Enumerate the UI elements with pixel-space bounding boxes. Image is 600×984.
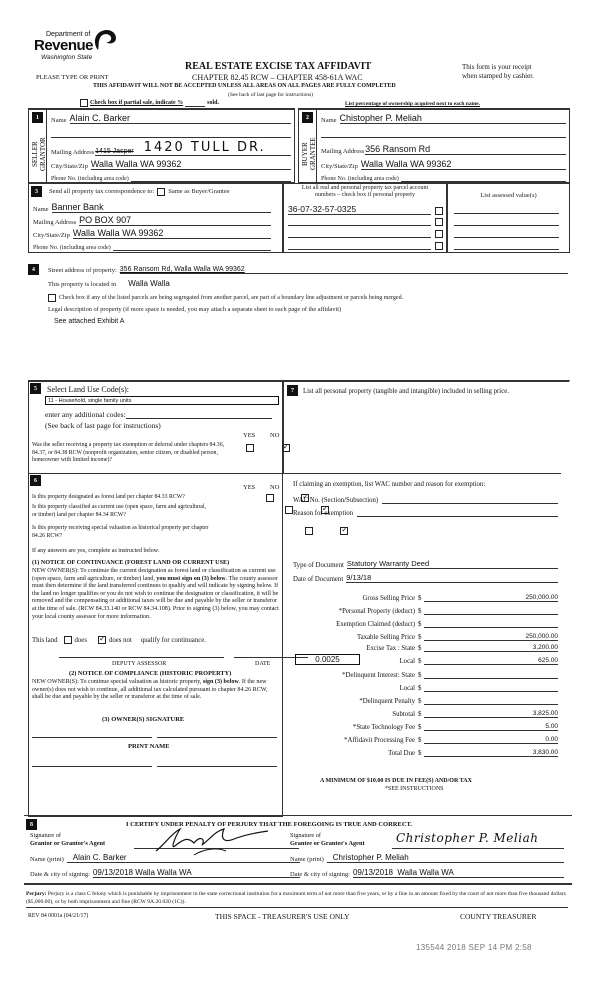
exemption-question: Was the seller receiving a property tax exemption or deferral under chapters 84.36, 84.37, or 84.38 RCW (nonprofit organization, senior citizen, or disabled person, homeowner with limited income)?	[32, 442, 225, 463]
notice-2-text: NEW OWNER(S): To continue special valuation as historic property, sign (3) below. If the new owner(s) does not wish to continue, all additional tax calculated pursuant to chapter 84.26 RCW, shall be due and payable by the seller or transferor at the time of sale.	[32, 679, 268, 701]
doc-date-field[interactable]: 9/13/18	[346, 573, 558, 583]
segregated-row: Check box if any of the listed parcels are being segregated from another parcel, are part of a boundary line adjustment or parcels being merged.	[48, 292, 403, 303]
current-use-question: Is this property classified as current use (open space, farm and agricultural, or timber) land per chapter 84.34 RCW?	[32, 504, 207, 518]
sold-label: sold.	[207, 100, 220, 106]
print-name-line-1[interactable]	[32, 766, 152, 767]
buyer-city-field[interactable]: Walla Walla WA 99362	[361, 159, 566, 170]
historical-question: Is this property receiving special valuation as historical property per chapter 84.26 RCW?	[32, 525, 209, 539]
seller-mailing-handwritten: 1420 TULL DR.	[143, 140, 266, 155]
section-1-number: 1	[32, 112, 43, 123]
deputy-assessor-signature-line[interactable]	[59, 657, 224, 658]
fee-value[interactable]	[424, 670, 558, 679]
fee-row-processing-fee: *Affidavit Processing Fee $ 0.00	[283, 731, 563, 744]
seller-phone-field[interactable]	[131, 174, 291, 182]
fee-label: Gross Selling Price	[362, 595, 415, 602]
seller-city-field[interactable]: Walla Walla WA 99362	[91, 159, 291, 170]
grantee-signature-field[interactable]	[392, 831, 564, 849]
partial-sale-checkbox[interactable]	[80, 99, 88, 107]
form-title: REAL ESTATE EXCISE TAX AFFIDAVIT	[185, 61, 372, 72]
local-rate-box[interactable]: 0.0025	[295, 654, 360, 665]
fee-value[interactable]	[424, 606, 558, 615]
parcel-row	[288, 217, 443, 226]
fee-label: Total Due	[388, 750, 415, 757]
fee-row-excise-local: 0.0025 Local $ 625.00	[283, 652, 563, 665]
assessed-header: List assessed value(s)	[480, 192, 537, 199]
fee-label: *Personal Property (deduct)	[338, 608, 415, 615]
parcel-list	[283, 183, 447, 253]
section-8-certification	[24, 815, 572, 885]
fee-row-gross: Gross Selling Price $ 250,000.00	[283, 589, 563, 602]
notice-1-text: NEW OWNER(S): To continue the current designation as forest land or classification as current use (open space, farm and agriculture, or timber) land, you must sign on (3) below. The county assessor must then determine if the land transferred continues to qualify and will indicate by signing below. If the land no longer qualifies or you do not wish to continue the designation or classification, it will be removed and the compensating or additional taxes will be due and payable by the seller or transferor at the time of sale. (RCW 84.33.140 or RCW 84.34.108). Prior to signing (3) below, you may contact your local county assessor for more information.	[32, 568, 279, 620]
fee-label: *State Technology Fee	[352, 724, 415, 731]
print-name-line-2[interactable]	[157, 766, 277, 767]
continuance-row: This land does ✓ does not qualify for continuance.	[32, 636, 206, 644]
yes-header: YES	[243, 432, 256, 439]
personal-property-field[interactable]	[293, 410, 548, 465]
fee-value[interactable]	[424, 683, 558, 692]
located-field[interactable]: Walla Walla	[128, 279, 170, 288]
seller-name-row: Name Alain C. Barker	[51, 112, 291, 124]
correspondence-city-field[interactable]: Walla Walla WA 99362	[73, 228, 271, 239]
if-yes-instruction: If any answers are yes, complete as instructed below.	[32, 548, 160, 554]
parcel-number-field[interactable]	[288, 217, 431, 226]
owner-signature-line-1[interactable]	[32, 737, 152, 738]
receipt-note-1: This form is your receipt	[462, 63, 532, 71]
land-use-select[interactable]: 11 - Household, single family units	[45, 396, 279, 405]
section-5-see-back: (See back of last page for instructions)	[45, 421, 161, 430]
buyer-phone-row: Phone No. (including area code)	[321, 171, 566, 182]
fee-label: Taxable Selling Price	[356, 634, 415, 641]
assessed-value-field[interactable]	[454, 229, 559, 238]
fee-label: Local	[399, 658, 415, 665]
fee-row-delinquent-interest-local: Local $	[283, 679, 563, 692]
legal-description-label: Legal description of property (if more space is needed, you may attach a separate sheet to each page of the affidavit)	[48, 306, 342, 313]
doc-type-row: Type of Document Statutory Warranty Deed	[293, 558, 558, 569]
perjury-notice: Perjury: Perjury is a class C felony which is punishable by imprisonment in the state correctional institution for a maximum term of not more than five years, or by a fine in an amount fixed by the court of not more than five thousand dollars ($5,000.00), or by both imprisonment and fine (RCW 9A.20.020 (1C)).	[26, 891, 568, 908]
grantor-name-field[interactable]: Alain C. Barker	[67, 853, 300, 863]
street-address-field[interactable]: 356 Ransom Rd, Walla Walla WA 99362	[120, 266, 568, 274]
fee-value[interactable]: 5.00	[424, 723, 558, 731]
exemption-claim-label: If claiming an exemption, list WAC number and reason for exemption:	[293, 481, 486, 488]
correspondence-city-row: City/State/Zip Walla Walla WA 99362	[33, 227, 271, 239]
owner-signature-title: (3) OWNER(S) SIGNATURE	[102, 716, 185, 723]
fee-row-subtotal: Subtotal $ 3,825.00	[283, 705, 563, 718]
ownership-note: List percentage of ownership acquired next to each name.	[345, 101, 480, 107]
section-2-number: 2	[302, 112, 313, 123]
section-4-property	[28, 262, 570, 362]
fee-value[interactable]: 250,000.00	[424, 633, 558, 641]
parcel-row	[288, 229, 443, 238]
buyer-phone-field[interactable]	[401, 174, 566, 182]
personal-property-checkbox[interactable]	[435, 230, 443, 238]
section-7-number: 7	[287, 385, 298, 396]
buyer-grantee-label: BUYER GRANTEE	[301, 137, 317, 171]
fee-label: Excise Tax : State	[366, 645, 415, 652]
minimum-note: A MINIMUM OF $10.00 IS DUE IN FEE(S) AND/OR TAX	[320, 778, 472, 784]
fee-value[interactable]: 3,825.00	[424, 710, 558, 718]
logo-line1: Department of	[46, 31, 91, 38]
fee-label: *Affidavit Processing Fee	[344, 737, 415, 744]
fee-label: Local	[399, 685, 415, 692]
fee-value[interactable]	[424, 619, 558, 628]
correspondence-name-row: Name Banner Bank	[33, 201, 271, 213]
dor-logo	[34, 28, 124, 62]
buyer-name-line-2[interactable]	[321, 137, 566, 138]
buyer-name-field[interactable]: Chistopher P. Meliah	[340, 113, 566, 124]
exemption-yes-checkbox[interactable]	[246, 444, 254, 452]
wac-row: WAC No. (Section/Subsection)	[293, 494, 558, 504]
fee-row-taxable: Taxable Selling Price $ 250,000.00	[283, 628, 563, 641]
no-header: NO	[270, 432, 280, 439]
section-7-box	[283, 380, 570, 817]
logo-line3: Washington State	[41, 54, 93, 61]
left-column-box	[28, 380, 283, 817]
legal-description-field[interactable]: See attached Exhibit A	[54, 318, 125, 325]
grantor-date-city-field[interactable]: 09/13/2018 Walla Walla WA	[93, 868, 300, 878]
fee-value[interactable]	[424, 696, 558, 705]
dor-swirl-logo-icon	[92, 28, 118, 54]
segregated-checkbox[interactable]	[48, 294, 56, 302]
please-type: PLEASE TYPE OR PRINT	[36, 74, 109, 81]
see-back: (See back of last page for instructions)	[228, 92, 313, 98]
grantor-name-row: Name (print) Alain C. Barker	[30, 852, 300, 863]
no-header: NO	[270, 484, 280, 491]
date-label: DATE	[255, 661, 271, 667]
grantee-signature-script: Christopher P. Meliah	[396, 831, 539, 845]
street-address-row: Street address of property: 356 Ransom Rd, Walla Walla WA 99362	[48, 263, 568, 274]
section-3-number: 3	[31, 186, 42, 197]
fee-label: Exemption Claimed (deduct)	[336, 621, 415, 628]
parcel-row	[288, 241, 443, 250]
same-as-buyer-checkbox[interactable]	[157, 188, 165, 196]
fee-row-exemption: Exemption Claimed (deduct) $	[283, 615, 563, 628]
section-6-number: 6	[30, 475, 41, 486]
seller-mailing-field[interactable]	[95, 140, 291, 156]
fee-row-personal-property: *Personal Property (deduct) $	[283, 602, 563, 615]
correspondence-mailing-field[interactable]: PO BOX 907	[79, 215, 271, 226]
partial-sale-row	[80, 99, 219, 107]
fee-label: *Delinquent Penalty	[359, 698, 415, 705]
receipt-note-2: when stamped by cashier.	[462, 72, 534, 80]
additional-codes-field[interactable]	[126, 411, 272, 419]
seller-phone-row: Phone No. (including area code)	[51, 171, 291, 182]
fee-row-technology-fee: *State Technology Fee $ 5.00	[283, 718, 563, 731]
seller-mailing-row: Mailing Address 1415 Jasper 1420 TULL DR.	[51, 142, 291, 156]
parcel-number-field[interactable]	[288, 241, 431, 250]
grantee-name-row: Name (print) Christopher P. Meliah	[290, 852, 564, 863]
section-2-buyer	[298, 108, 570, 183]
send-correspondence-row: 3 Send all property tax correspondence to: Same as Buyer/Grantee	[31, 186, 281, 197]
doc-type-field[interactable]: Statutory Warranty Deed	[347, 559, 558, 569]
fee-row-excise-state: Excise Tax : State $ 3,200.00	[283, 641, 563, 652]
buyer-mailing-field[interactable]: 356 Ransom Rd	[365, 144, 566, 155]
fee-value[interactable]: 250,000.00	[424, 594, 558, 602]
located-row: This property is located in Walla Walla	[48, 279, 170, 288]
buyer-city-row: City/State/Zip Walla Walla WA 99362	[321, 158, 566, 170]
personal-property-checkbox[interactable]	[435, 242, 443, 250]
county-treasurer: COUNTY TREASURER	[460, 912, 537, 921]
seller-city-row: City/State/Zip Walla Walla WA 99362	[51, 158, 291, 170]
assessed-value-field[interactable]	[454, 217, 559, 226]
notice-2-title: (2) NOTICE OF COMPLIANCE (HISTORIC PROPERTY)	[69, 670, 232, 677]
certify-statement: I CERTIFY UNDER PENALTY OF PERJURY THAT THE FOREGOING IS TRUE AND CORRECT.	[126, 821, 413, 828]
warning: THIS AFFIDAVIT WILL NOT BE ACCEPTED UNLESS ALL AREAS ON ALL PAGES ARE FULLY COMPLETED	[93, 83, 396, 89]
deputy-assessor-label: DEPUTY ASSESSOR	[112, 661, 167, 667]
assessed-value-field[interactable]	[454, 205, 559, 214]
seller-grantor-label: SELLER GRANTOR	[31, 137, 47, 171]
parcel-header: List all real and personal property tax parcel account numbers – check box if personal property	[301, 185, 429, 198]
parcel-number-field[interactable]: 36-07-32-57-0325	[288, 204, 431, 215]
grantee-sig-label: Signature of Grantee or Grantee's Agent	[290, 832, 365, 847]
forest-land-yes-checkbox[interactable]	[266, 494, 274, 502]
notice-1-title: (1) NOTICE OF CONTINUANCE (FOREST LAND OR CURRENT USE)	[32, 559, 230, 566]
section-1-seller	[28, 108, 295, 183]
personal-property-label: List all personal property (tangible and intangible) included in selling price.	[303, 388, 509, 395]
assessed-values	[447, 183, 570, 253]
additional-codes-row: enter any additional codes:	[45, 408, 272, 419]
fee-value[interactable]: 625.00	[424, 657, 558, 665]
correspondence-phone-row: Phone No. (including area code)	[33, 240, 271, 251]
section-4-number: 4	[28, 264, 39, 275]
form-subtitle: CHAPTER 82.45 RCW – CHAPTER 458-61A WAC	[192, 73, 363, 82]
seller-name-line-2[interactable]	[51, 137, 291, 138]
logo-line2: Revenue	[34, 37, 94, 54]
correspondence-mailing-row: Mailing Address PO BOX 907	[33, 214, 271, 226]
grantee-name-field[interactable]: Christopher P. Meliah	[327, 853, 564, 863]
owner-signature-line-2[interactable]	[157, 737, 277, 738]
fee-label: Subtotal	[392, 711, 415, 718]
fee-row-delinquent-penalty: *Delinquent Penalty $	[283, 692, 563, 705]
section-8-number: 8	[26, 819, 37, 830]
buyer-name-row: Name Chistopher P. Meliah	[321, 112, 566, 124]
partial-sale-label: Check box if partial sale, indicate %	[90, 100, 184, 106]
fee-value[interactable]: 3,200.00	[424, 644, 558, 652]
seller-name-field[interactable]: Alain C. Barker	[70, 113, 291, 124]
parcel-number-field[interactable]	[288, 229, 431, 238]
reason-field[interactable]	[357, 509, 558, 517]
fee-row-total-due: Total Due $ 3,830.00	[283, 744, 563, 757]
personal-property-checkbox[interactable]	[435, 207, 443, 215]
assessed-value-field[interactable]	[454, 241, 559, 250]
receipt-stamp: 135544 2018 SEP 14 PM 2:58	[416, 943, 532, 952]
partial-sale-percent[interactable]	[185, 100, 205, 107]
personal-property-checkbox[interactable]	[435, 218, 443, 226]
print-name-label: PRINT NAME	[128, 743, 170, 750]
grantee-date-row: Date & city of signing: 09/13/2018 Walla Walla WA	[290, 867, 564, 878]
doc-date-row: Date of Document 9/13/18	[293, 572, 558, 583]
rev-number: REV 84 0001a (04/21/17)	[28, 913, 89, 919]
correspondence-name-field[interactable]: Banner Bank	[52, 202, 271, 213]
fee-value[interactable]: 0.00	[424, 736, 558, 744]
section-3-correspondence	[28, 183, 283, 253]
section-5-number: 5	[30, 383, 41, 394]
grantor-sig-label: Signature of Grantor or Grantor's Agent	[30, 832, 106, 847]
fee-label: *Delinquent Interest: State	[342, 672, 415, 679]
land-use-label: Select Land Use Code(s):	[47, 385, 129, 394]
does-not-qualify-checkbox[interactable]	[98, 636, 106, 644]
grantee-date-city-field[interactable]: 09/13/2018 Walla Walla WA	[353, 868, 564, 878]
wac-field[interactable]	[382, 496, 558, 504]
fee-row-delinquent-interest-state: *Delinquent Interest: State $	[283, 666, 563, 679]
does-qualify-checkbox[interactable]	[64, 636, 72, 644]
buyer-mailing-row: Mailing Address 356 Ransom Rd	[321, 143, 566, 155]
reason-row: Reason for exemption	[293, 507, 558, 517]
yes-header: YES	[243, 484, 256, 491]
grantor-signature-field[interactable]	[134, 837, 299, 849]
treasurer-use-only: THIS SPACE - TREASURER'S USE ONLY	[215, 912, 350, 921]
grantor-date-row: Date & city of signing: 09/13/2018 Walla Walla WA	[30, 867, 300, 878]
parcel-row	[288, 204, 443, 215]
seller-mailing-struck: 1415 Jasper	[95, 148, 134, 155]
fee-value[interactable]: 3,830.00	[424, 749, 558, 757]
correspondence-phone-field[interactable]	[113, 243, 271, 251]
forest-land-question: Is this property designated as forest land per chapter 84.33 RCW?	[32, 494, 185, 500]
see-instructions: *SEE INSTRUCTIONS	[385, 786, 444, 792]
